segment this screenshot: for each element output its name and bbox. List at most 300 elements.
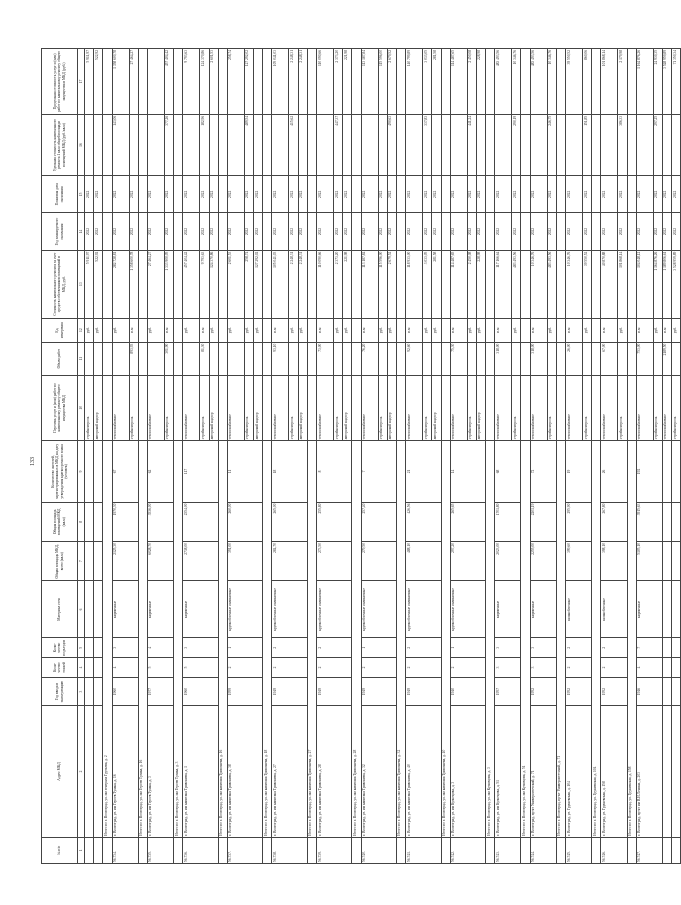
total-address-cell: Итого по г. Волгоград, ул. им Кузнецова, д. 51: [521, 441, 530, 837]
material-cell: шлакоблочные: [601, 581, 627, 638]
entrances-cell: 7: [636, 638, 662, 658]
cost-cell: 258,74: [244, 250, 253, 318]
blank-cell: [672, 502, 681, 541]
blank-cell: [627, 213, 636, 250]
header-cell: Перечень услуг и (или) работ по капитальному ремонту общего имущества МКД: [42, 375, 78, 441]
cost-cell: 1 333 900,05: [164, 250, 173, 318]
cost-cell: 3 528 959,89: [672, 250, 681, 318]
unit-cost-cell: 386,33: [618, 114, 627, 175]
residents-cell: 62: [147, 441, 173, 502]
year-built-cell: 1977: [147, 677, 173, 705]
cost-cell: 1 358 600,78: [129, 250, 138, 318]
unit-cell: п.м: [272, 318, 289, 342]
blank-cell: [103, 250, 112, 318]
year-cell: 2022: [512, 213, 521, 250]
volume-cell: [254, 342, 263, 375]
entrances-cell: 3: [495, 638, 521, 658]
header-cell: Коли-чество этажей: [42, 658, 78, 678]
year-built-cell: 1952: [601, 677, 627, 705]
entrances-cell: 2: [272, 638, 307, 658]
cost-cell: 10 346,76: [566, 250, 583, 318]
address-cell: г. Волгоград, ул. им капитана Тривошева, д. 38: [227, 706, 262, 837]
blank-cell: [441, 49, 450, 115]
area-premises-cell: 2201,19: [530, 502, 556, 541]
unit-cost-cell: 489,54: [244, 114, 253, 175]
header-cell: № п/п: [42, 837, 78, 863]
residents-cell: 19: [566, 441, 592, 502]
limit-cell: 258,74: [227, 49, 244, 115]
service-cell: стройконтроль: [200, 375, 209, 441]
area-premises-cell: 426,56: [406, 502, 441, 541]
address-cell: г. Волгоград, ул. им капитана Тривошева, д. 1: [183, 706, 218, 837]
table-row: [227, 49, 244, 864]
volume-cell: 76,20: [361, 342, 378, 375]
area-premises-cell: 2354,00: [183, 502, 218, 541]
year-cell: 2022: [147, 213, 164, 250]
blank-cell: [218, 176, 227, 213]
total-row: [352, 49, 361, 864]
year-cell: 2022: [672, 213, 681, 250]
table-row: [662, 49, 671, 864]
date-cell: 2022: [547, 176, 556, 213]
blank-cell: [352, 837, 361, 863]
blank-cell: [174, 342, 183, 375]
year-built-cell: 1949: [406, 677, 441, 705]
date-cell: 2022: [672, 176, 681, 213]
volume-cell: [244, 342, 253, 375]
material-cell: шлакоблочные: [566, 581, 592, 638]
table-row: [112, 49, 129, 864]
service-cell: теплоснабжение: [361, 375, 378, 441]
header-cell: Ед. измерения: [42, 318, 78, 342]
volume-cell: [476, 342, 485, 375]
blank-cell: [662, 502, 671, 541]
unit-cost-cell: 246,75: [547, 114, 556, 175]
address-cell: г. Волгоград, ул. им капитана Тривошева, д. 27: [272, 706, 307, 837]
address-cell: г. Волгоград, ул. им Кузнецова, д. 51: [495, 706, 521, 837]
floors-cell: 2: [406, 658, 441, 678]
cost-cell: 104 048,12: [636, 250, 653, 318]
unit-cost-cell: [272, 114, 289, 175]
blank-cell: [396, 342, 405, 375]
unit-cell: руб.: [334, 318, 343, 342]
volume-cell: [467, 342, 476, 375]
date-cell: 2022: [406, 176, 423, 213]
column-number: 9: [78, 441, 85, 502]
unit-cell: руб.: [583, 318, 592, 342]
unit-cell: руб.: [378, 318, 387, 342]
volume-cell: [85, 342, 94, 375]
blank-cell: [263, 176, 272, 213]
residents-cell: 117: [183, 441, 218, 502]
cost-cell: 2 601,53: [227, 250, 244, 318]
area-premises-cell: 3915,63: [636, 502, 662, 541]
unit-cost-cell: [601, 114, 618, 175]
blank-cell: [672, 542, 681, 581]
total-row: [592, 49, 601, 864]
service-cell: стройконтроль: [547, 375, 556, 441]
blank-cell: [263, 213, 272, 250]
row-number-cell: 56.743.: [495, 837, 521, 863]
volume-cell: [387, 342, 396, 375]
column-number: 8: [78, 502, 85, 541]
date-cell: 2022: [254, 176, 263, 213]
service-cell: теплоснабжение: [227, 375, 244, 441]
blank-cell: [662, 638, 671, 658]
area-cell: 5105,10: [636, 542, 662, 581]
address-cell: г. Волгоград, ул. им капитана Тривошева, д. 32: [361, 706, 396, 837]
service-cell: стройконтроль: [653, 375, 662, 441]
cost-cell: 522,92: [94, 250, 103, 318]
material-cell: кирпичные: [112, 581, 138, 638]
volume-cell: [583, 342, 592, 375]
area-premises-cell: 3536,00: [147, 502, 173, 541]
unit-cell: п.м: [601, 318, 618, 342]
blank-cell: [521, 114, 530, 175]
total-row: [441, 49, 450, 864]
unit-cost-cell: [317, 114, 334, 175]
blank-cell: [94, 658, 103, 678]
unit-cost-cell: [361, 114, 378, 175]
header-cell: Год планируемого окончания: [42, 213, 78, 250]
volume-cell: [334, 342, 343, 375]
row-number-cell: 56.735.: [147, 837, 173, 863]
date-cell: 2022: [227, 176, 244, 213]
unit-cost-cell: [432, 114, 441, 175]
blank-cell: [218, 375, 227, 441]
blank-cell: [521, 318, 530, 342]
date-cell: 2022: [566, 176, 583, 213]
column-number: 10: [78, 375, 85, 441]
material-cell: крупноблочные силикатные: [272, 581, 307, 638]
residents-cell: 7: [361, 441, 396, 502]
cost-cell: 127 292,02: [254, 250, 263, 318]
header-cell: Объем работ: [42, 342, 78, 375]
date-cell: 2022: [164, 176, 173, 213]
service-cell: теплоснабжение: [183, 375, 200, 441]
material-cell: кирпичные: [495, 581, 521, 638]
limit-cell: 1 164 876,26: [636, 49, 653, 115]
unit-cost-cell: 447,37: [334, 114, 343, 175]
volume-cell: [672, 342, 681, 375]
service-cell: стройконтроль: [129, 375, 138, 441]
limit-cell: 2 179,98: [618, 49, 627, 115]
service-cell: авторский надзор: [432, 375, 441, 441]
blank-cell: [486, 114, 495, 175]
date-cell: 2022: [343, 176, 352, 213]
year-cell: 2022: [566, 213, 583, 250]
cost-cell: 2 373,20: [334, 250, 343, 318]
unit-cost-cell: 337,83: [423, 114, 432, 175]
year-cell: 2022: [254, 213, 263, 250]
blank-cell: [307, 114, 316, 175]
year-cell: 2022: [334, 213, 343, 250]
unit-cost-cell: [209, 114, 218, 175]
blank-cell: [486, 176, 495, 213]
limit-cell: 115 596,00: [378, 49, 387, 115]
blank-cell: [94, 706, 103, 837]
area-cell: 273,50: [317, 542, 352, 581]
limit-cell: 3 033,05: [423, 49, 432, 115]
unit-cost-cell: [636, 114, 653, 175]
blank-cell: [441, 375, 450, 441]
blank-cell: [352, 342, 361, 375]
service-cell: авторский надзор: [298, 375, 307, 441]
unit-cell: руб.: [147, 318, 164, 342]
date-cell: 2022: [450, 176, 467, 213]
year-built-cell: 1949: [272, 677, 307, 705]
floors-cell: 4: [112, 658, 138, 678]
material-cell: крупноблочные силикатные: [227, 581, 262, 638]
year-cell: 2022: [200, 213, 209, 250]
year-cell: 2022: [227, 213, 244, 250]
blank-cell: [352, 49, 361, 115]
year-cell: 2022: [164, 213, 173, 250]
blank-cell: [218, 250, 227, 318]
blank-cell: [441, 342, 450, 375]
blank-cell: [263, 250, 272, 318]
blank-cell: [556, 342, 565, 375]
date-cell: 2022: [85, 176, 94, 213]
service-cell: теплоснабжение: [601, 375, 618, 441]
volume-cell: 92,60: [406, 342, 423, 375]
residents-cell: 68: [495, 441, 521, 502]
volume-cell: 75,30: [450, 342, 467, 375]
area-cell: 2738,00: [183, 542, 218, 581]
cost-cell: 118 933,00: [406, 250, 423, 318]
blank-cell: [521, 375, 530, 441]
blank-cell: [592, 342, 601, 375]
column-number: 5: [78, 638, 85, 658]
unit-cell: руб.: [85, 318, 94, 342]
blank-cell: [218, 213, 227, 250]
blank-cell: [396, 250, 405, 318]
blank-cell: [521, 342, 530, 375]
area-premises-cell: 1970,30: [112, 502, 138, 541]
year-cell: 2022: [406, 213, 423, 250]
total-address-cell: Итого по г. Волгоград, ул. Грушевская, д. 158: [627, 441, 636, 837]
header-cell: Адрес МКД: [42, 706, 78, 837]
total-address-cell: Итого по г. Волгоград, ул. им Героев Тулака, д. 3: [174, 441, 183, 837]
service-cell: теплоснабжение: [317, 375, 334, 441]
blank-cell: [174, 213, 183, 250]
blank-cell: [307, 375, 316, 441]
blank-cell: [486, 213, 495, 250]
cost-cell: 5 911,97: [85, 250, 94, 318]
blank-cell: [672, 677, 681, 705]
blank-cell: [218, 114, 227, 175]
blank-cell: [138, 375, 147, 441]
date-cell: 2022: [467, 176, 476, 213]
year-cell: 2022: [662, 213, 671, 250]
floors-cell: 3: [530, 658, 556, 678]
area-cell: 2023,00: [495, 542, 521, 581]
service-cell: стройконтроль: [423, 375, 432, 441]
entrances-cell: 2: [601, 638, 627, 658]
blank-cell: [556, 375, 565, 441]
floors-cell: 2: [317, 658, 352, 678]
blank-cell: [138, 342, 147, 375]
blank-cell: [627, 375, 636, 441]
year-cell: 2022: [317, 213, 334, 250]
service-cell: авторский надзор: [254, 375, 263, 441]
area-premises-cell: 255,80: [317, 502, 352, 541]
header-cell: Предельная стоимость услуг и (или) работ по капитальному ремонту общего имущества в МКД (руб.): [42, 49, 78, 115]
total-row: [396, 49, 405, 864]
address-cell: г. Волгоград, ул. Грушевская, д. 158: [601, 706, 627, 837]
blank-cell: [556, 49, 565, 115]
service-cell: стройконтроль: [512, 375, 521, 441]
year-cell: 2022: [94, 213, 103, 250]
year-built-cell: 1960: [112, 677, 138, 705]
unit-cost-cell: 290,19: [512, 114, 521, 175]
unit-cell: п.м: [636, 318, 653, 342]
unit-cost-cell: [129, 114, 138, 175]
blank-cell: [138, 837, 147, 863]
limit-cell: 113 187,84: [361, 49, 378, 115]
volume-cell: 753,00: [636, 342, 653, 375]
volume-cell: [432, 342, 441, 375]
blank-cell: [396, 114, 405, 175]
date-cell: 2022: [289, 176, 298, 213]
service-cell: стройконтроль: [85, 375, 94, 441]
date-cell: 2022: [495, 176, 512, 213]
blank-cell: [672, 658, 681, 678]
blank-cell: [218, 49, 227, 115]
row-number-cell: 56.747.: [636, 837, 662, 863]
date-cell: 2022: [432, 176, 441, 213]
repair-plan-table: [41, 48, 681, 864]
blank-cell: [441, 837, 450, 863]
limit-cell: 228,98: [476, 49, 485, 115]
material-cell: крупноблочные силикатные: [450, 581, 485, 638]
table-row: [85, 49, 94, 864]
blank-cell: [556, 318, 565, 342]
service-cell: теплоснабжение: [450, 375, 467, 441]
blank-cell: [352, 375, 361, 441]
table-row: [94, 49, 103, 864]
unit-cell: п.м: [361, 318, 378, 342]
header-cell: Общая площадь МКД, всего (кв.м): [42, 542, 78, 581]
volume-cell: [378, 342, 387, 375]
blank-cell: [85, 502, 94, 541]
date-cell: 2022: [662, 176, 671, 213]
blank-cell: [521, 213, 530, 250]
blank-cell: [85, 658, 94, 678]
blank-cell: [556, 250, 565, 318]
cost-cell: 2 679,52: [387, 250, 396, 318]
table-row: [183, 49, 200, 864]
volume-cell: [147, 342, 164, 375]
unit-cell: руб.: [467, 318, 476, 342]
date-cell: 2022: [334, 176, 343, 213]
service-cell: теплоснабжение: [272, 375, 289, 441]
volume-cell: [289, 342, 298, 375]
blank-cell: [521, 250, 530, 318]
blank-cell: [85, 581, 94, 638]
year-cell: 2022: [530, 213, 547, 250]
blank-cell: [94, 441, 103, 502]
date-cell: 2022: [298, 176, 307, 213]
year-cell: 2022: [547, 213, 556, 250]
volume-cell: 26,00: [566, 342, 583, 375]
year-cell: 2022: [653, 213, 662, 250]
date-cell: 2022: [147, 176, 164, 213]
unit-cost-cell: [183, 114, 200, 175]
blank-cell: [486, 837, 495, 863]
unit-cell: руб.: [432, 318, 441, 342]
year-built-cell: 1949: [361, 677, 396, 705]
unit-cell: руб.: [343, 318, 352, 342]
year-cell: 2022: [618, 213, 627, 250]
blank-cell: [174, 250, 183, 318]
cost-cell: 27 464,27: [147, 250, 164, 318]
column-number: 15: [78, 176, 85, 213]
blank-cell: [672, 581, 681, 638]
limit-cell: 2 679,52: [387, 49, 396, 115]
address-cell: г. Волгоград, ул. им капитана Тривошева, д. 40: [406, 706, 441, 837]
blank-cell: [85, 441, 94, 502]
total-row: [103, 49, 112, 864]
date-cell: 2022: [601, 176, 618, 213]
blank-cell: [486, 318, 495, 342]
table-row: [566, 49, 583, 864]
limit-cell: 3 528 959,89: [662, 49, 671, 115]
row-number-cell: 56.741.: [406, 837, 441, 863]
cost-cell: 2 248,31: [289, 250, 298, 318]
area-cell: 398,10: [601, 542, 627, 581]
blank-cell: [662, 837, 671, 863]
date-cell: 2022: [423, 176, 432, 213]
service-cell: стройконтроль: [467, 375, 476, 441]
blank-cell: [218, 318, 227, 342]
date-cell: 2022: [361, 176, 378, 213]
year-cell: 2022: [289, 213, 298, 250]
floors-cell: 2: [227, 658, 262, 678]
cost-cell: 113 187,84: [361, 250, 378, 318]
column-number-row: [78, 49, 85, 864]
date-cell: 2022: [378, 176, 387, 213]
year-built-cell: 1952: [566, 677, 592, 705]
limit-cell: 2 248,31: [298, 49, 307, 115]
blank-cell: [218, 837, 227, 863]
blank-cell: [672, 706, 681, 837]
unit-cost-cell: [566, 114, 583, 175]
entrances-cell: 3: [183, 638, 218, 658]
volume-cell: [423, 342, 432, 375]
unit-cell: руб.: [112, 318, 129, 342]
rotated-content: [27, 46, 677, 866]
blank-cell: [592, 114, 601, 175]
blank-cell: [138, 318, 147, 342]
blank-cell: [85, 638, 94, 658]
table-row: [530, 49, 547, 864]
blank-cell: [138, 49, 147, 115]
total-address-cell: Итого по г. Волгоград, ул. им генерала Гуртьева, д. 2: [103, 441, 112, 837]
unit-cell: руб.: [512, 318, 521, 342]
cost-cell: 40 870,88: [601, 250, 618, 318]
unit-cell: п.м: [406, 318, 423, 342]
year-cell: 2022: [244, 213, 253, 250]
unit-cell: п.м: [450, 318, 467, 342]
limit-cell: [147, 49, 164, 115]
blank-cell: [174, 375, 183, 441]
unit-cell: руб.: [387, 318, 396, 342]
unit-cost-cell: 441,24: [467, 114, 476, 175]
row-number-cell: 56.740.: [361, 837, 396, 863]
address-cell: г. Волгоград, пр-кт Университетский, д. 71: [530, 706, 556, 837]
total-row: [556, 49, 565, 864]
